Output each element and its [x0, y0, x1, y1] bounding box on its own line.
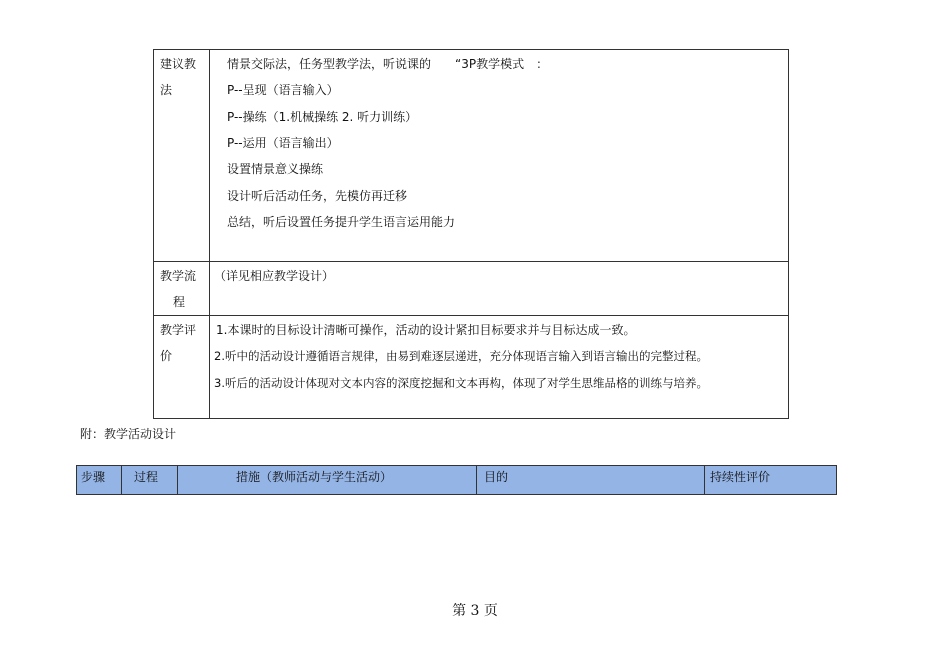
evaluation-item-2: 2.听中的活动设计遵循语言规律，由易到难逐层递进，充分体现语言输入到语言输出的完整过程。	[214, 349, 708, 363]
evaluation-item-3: 3.听后的活动设计体现对文本内容的深度挖掘和文本再构，体现了对学生思维品格的训练与培养。	[214, 376, 708, 390]
row-label-evaluation-line2: 价	[160, 349, 173, 363]
lesson-plan-table	[153, 49, 789, 419]
table-column-divider	[121, 466, 122, 494]
methods-intro-text: 情景交际法，任务型教学法，听说课的 “3P教学模式 ：	[227, 57, 549, 71]
row-label-process-line2: 程	[173, 295, 186, 309]
page-number: 第 3 页	[452, 603, 498, 619]
row-label-process-line1: 教学流	[160, 269, 197, 283]
methods-note-2: 设计听后活动任务，先模仿再迁移	[227, 189, 408, 203]
table-column-divider	[476, 466, 477, 494]
methods-step-produce: P--运用（语言输出）	[227, 136, 339, 150]
activity-design-caption: 附：教学活动设计	[80, 427, 177, 441]
header-measures: 措施（教师活动与学生活动）	[236, 470, 393, 484]
row-label-methods-line1: 建议教	[160, 57, 197, 71]
table-column-divider	[704, 466, 705, 494]
table-row-divider	[154, 261, 788, 262]
row-label-methods-line2: 法	[160, 83, 173, 97]
process-content: （详见相应教学设计）	[214, 269, 335, 283]
row-label-evaluation-line1: 教学评	[160, 323, 197, 337]
header-ongoing-evaluation: 持续性评价	[710, 470, 771, 484]
evaluation-item-1: 1.本课时的目标设计清晰可操作，活动的设计紧扣目标要求并与目标达成一致。	[216, 323, 636, 337]
methods-step-practice: P--操练（1.机械操练 2. 听力训练）	[227, 110, 418, 124]
methods-note-3: 总结，听后设置任务提升学生语言运用能力	[227, 215, 456, 229]
activity-design-table	[76, 465, 837, 495]
header-step: 步骤	[81, 470, 106, 484]
table-row-divider	[154, 315, 788, 316]
methods-step-present: P--呈现（语言输入）	[227, 83, 339, 97]
header-purpose: 目的	[484, 470, 509, 484]
methods-note-1: 设置情景意义操练	[227, 162, 324, 176]
table-column-divider	[177, 466, 178, 494]
table-column-divider	[209, 50, 210, 418]
header-process: 过程	[134, 470, 159, 484]
